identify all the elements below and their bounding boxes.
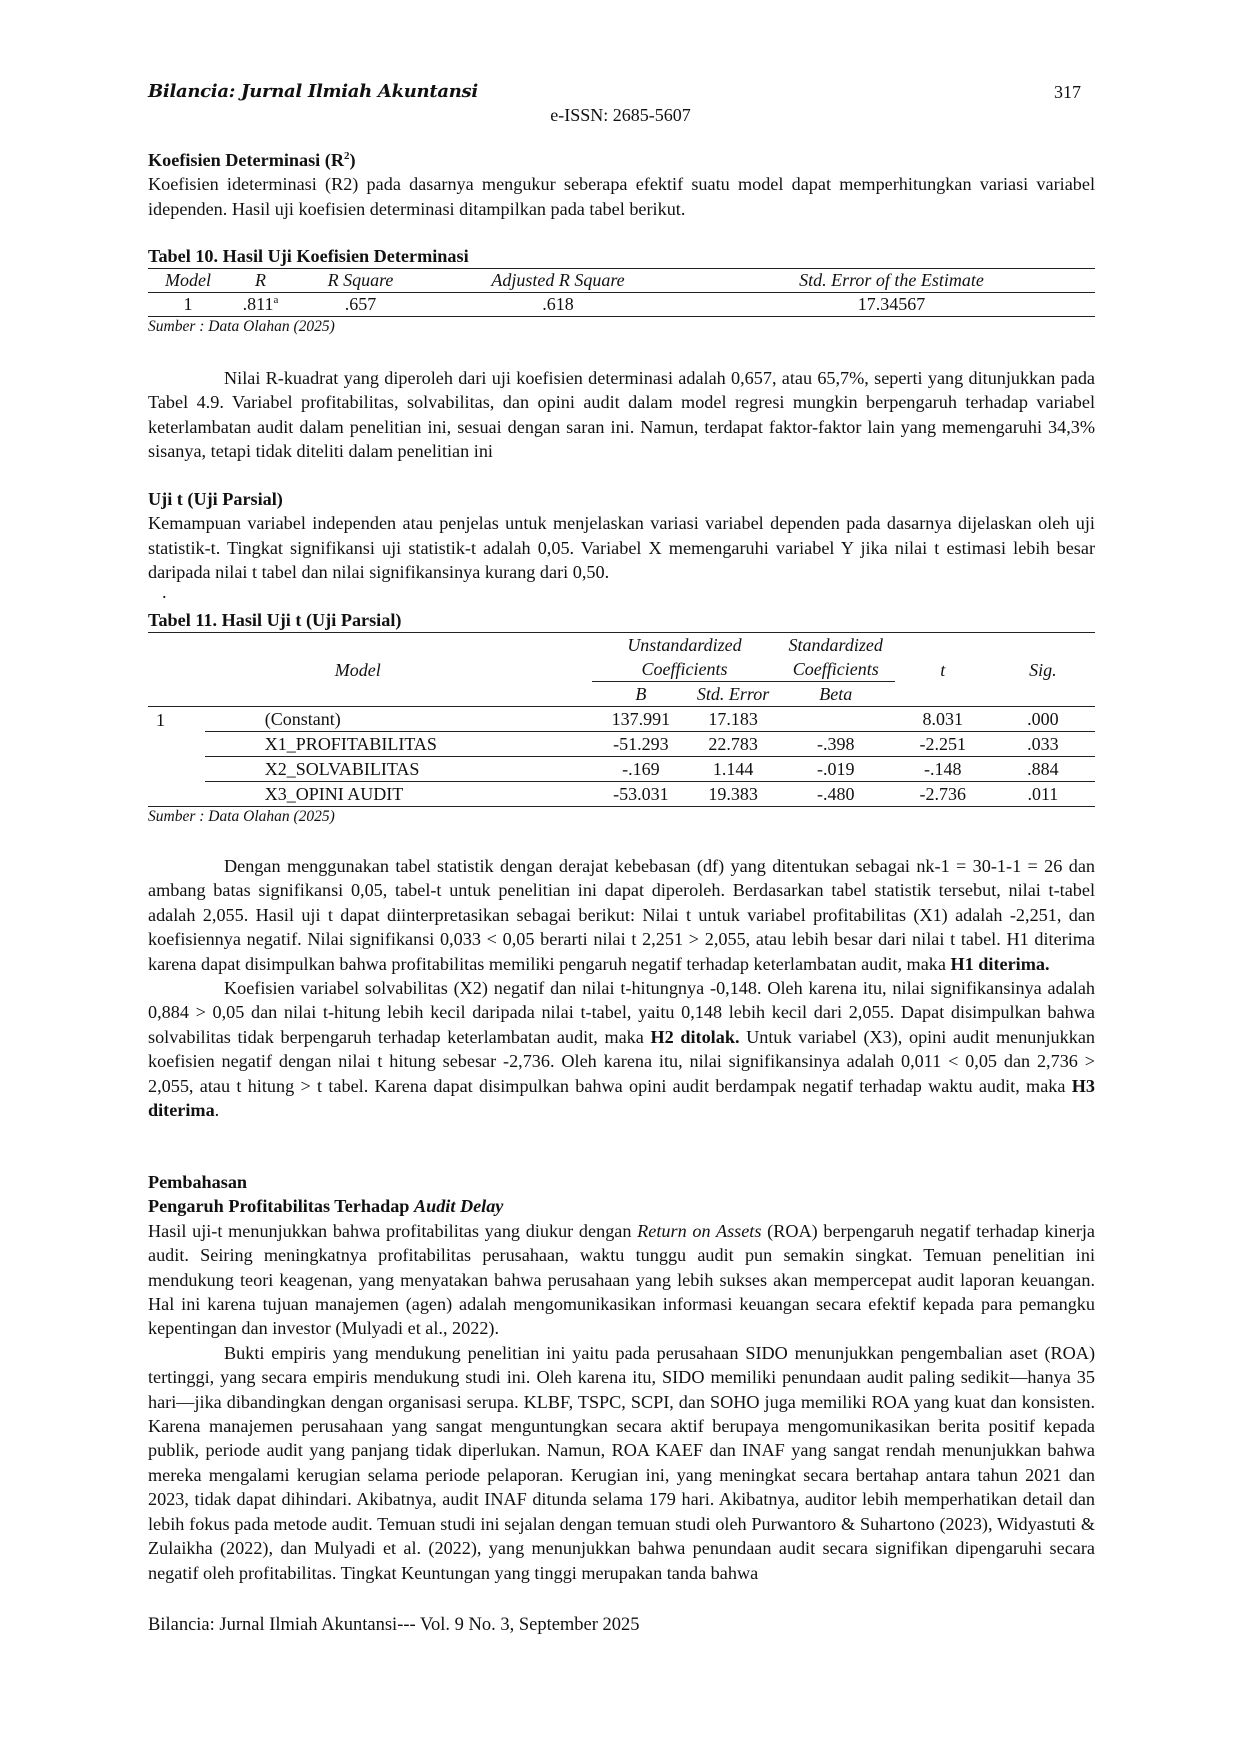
table-row: 1 (Constant) 137.991 17.183 8.031 .000 xyxy=(148,707,1095,732)
col-header: Model xyxy=(148,269,228,293)
col-header: Adjusted R Square xyxy=(428,269,688,293)
issn: e-ISSN: 2685-5607 xyxy=(550,105,691,125)
table-11-block xyxy=(148,608,1095,827)
subsection-heading: Pengaruh Profitabilitas Terhadap Audit Delay xyxy=(148,1196,504,1217)
col-header: Std. Error of the Estimate xyxy=(688,269,1095,293)
table-row: 1 .811$^a$ .657 .618 17.34567 xyxy=(148,293,1095,317)
paragraph: Hasil uji-t menunjukkan bahwa profitabilitas yang diukur dengan Return on Assets (ROA) berpengaruh negatif terhadap kinerja audit. Seiring meningkatnya profitabilitas perusahaan, waktu tunggu audit pun semakin singkat. Temuan penelitian ini mendukung teori keagenan, yang menyatakan bahwa perusahaan yang lebih sukses akan mempercepat audit laporan keuangan. Hal ini karena tujuan manajemen (agen) adalah mengomunikasikan informasi keuangan secara efektif kepada para pemangku kepentingan dan investor (Mulyadi et al., 2022). xyxy=(148,1220,1096,1339)
table-row: X2_SOLVABILITAS -.169 1.144 -.019 -.148 .884 xyxy=(148,757,1095,782)
paragraph-t-interpretation: Dengan menggunakan tabel statistik dengan derajat kebebasan (df) yang ditentukan sebagai nk-1 = 30-1-1 = 26 dan ambang batas signifikansi 0,05, tabel-t untuk penelitian ini dapat diperoleh. Berdasarkan tabel statistik tersebut, nilai t-tabel adalah 2,055. Hasil uji t dapat diinterpretasikan sebagai berikut: Nilai t untuk variabel profitabilitas (X1) adalah -2,251, dan koefisiennya negatif. Nilai signifikansi 0,033 < 0,05 berarti nilai t 2,251 > 2,055, atau lebih besar dari nilai t tabel. H1 diterima karena dapat disimpulkan bahwa profitabilitas memiliki pengaruh negatif terhadap keterlambatan audit, maka H1 diterima. Koefisien variabel solvabilitas (X2) negatif dan nilai t-hitungnya -0,148. Oleh karena itu, nilai signifikansinya adalah 0,884 > 0,05 dan nilai t-hitung lebih kecil daripada nilai t-tabel, yaitu 0,148 lebih kecil dari 2,055. Dapat disimpulkan bahwa solvabilitas tidak berpengaruh terhadap keterlambatan audit, maka H2 ditolak. Untuk variabel (X3), opini audit menunjukkan koefisien negatif dengan nilai t hitung sebesar -2,736. Oleh karena itu, nilai signifikansinya adalah 0,011 < 0,05 dan 2,736 > 2,055, atau t hitung > t tabel. Karena dapat disimpulkan bahwa opini audit berdampak negatif terhadap waktu audit, maka H3 diterima. xyxy=(148,856,1095,1121)
section-heading: Uji t (Uji Parsial) xyxy=(148,489,283,509)
footer: Bilancia: Jurnal Ilmiah Akuntansi--- Vol. 9 No. 3, September 2025 xyxy=(148,1615,640,1635)
journal-title: Bilancia: Jurnal Ilmiah Akuntansi xyxy=(148,81,478,102)
paragraph: Kemampuan variabel independen atau penjelas untuk menjelaskan variasi variabel dependen pada dasarnya dijelaskan oleh uji statistik-t. Tingkat signifikansi uji statistik-t adalah 0,05. Variabel X memengaruhi variabel Y jika nilai t estimasi lebih besar daripada nilai t tabel dan nilai signifikansinya kurang dari 0,50. xyxy=(148,513,1095,583)
table-caption: Tabel 11. Hasil Uji t (Uji Parsial) xyxy=(148,610,402,630)
table-source: Sumber : Data Olahan (2025) xyxy=(148,318,335,336)
table-row: X3_OPINI AUDIT -53.031 19.383 -.480 -2.736 .011 xyxy=(148,782,1095,807)
section-t: Uji t (Uji Parsial) Kemampuan variabel independen atau penjelas untuk menjelaskan variasi variabel dependen pada dasarnya dijelaskan oleh uji statistik-t. Tingkat signifikansi uji statistik-t adalah 0,05. Variabel X memengaruhi variabel Y jika nilai t estimasi lebih besar daripada nilai t tabel dan nilai signifikansinya kurang dari 0,50. . xyxy=(148,489,1095,602)
table-source: Sumber : Data Olahan (2025) xyxy=(148,808,335,826)
table-row: X1_PROFITABILITAS -51.293 22.783 -.398 -2.251 .033 xyxy=(148,732,1095,757)
table-11: Unstandardized Standardized Model Coefficients Coefficients t Sig. B Std. Error Beta 1 (Constant) 137.991 17.183 8.031 .000 X1_PROFITABILITAS -51.293 22.783 -.398 -2.251 .033 X2_SOLVABILITAS -.169 1.144 -.019 -.148 .884 X3_OPINI AUDIT -53.031 19.383 -.480 -2.736 .011 xyxy=(148,632,1095,807)
paragraph-r2-result: Nilai R-kuadrat yang diperoleh dari uji koefisien determinasi adalah 0,657, atau 65,7%, seperti yang ditunjukkan pada Tabel 4.9. Variabel profitabilitas, solvabilitas, dan opini audit dalam model regresi mungkin berpengaruh terhadap variabel keterlambatan audit dalam penelitian ini, sesuai dengan saran ini. Namun, terdapat faktor-faktor lain yang memengaruhi 34,3% sisanya, tetapi tidak diteliti dalam penelitian ini xyxy=(148,368,1095,462)
section-pembahasan xyxy=(148,1170,1095,1585)
table-caption: Tabel 10. Hasil Uji Koefisien Determinasi xyxy=(148,246,469,266)
page-number: 317 xyxy=(1054,82,1081,102)
section-r2 xyxy=(148,148,1095,221)
section-heading: Pembahasan xyxy=(148,1172,248,1192)
section-heading: Koefisien Determinasi $(R^2)$ xyxy=(148,149,356,170)
paragraph: Koefisien ideterminasi (R2) pada dasarnya mengukur seberapa efektif suatu model dapat memperhitungkan variasi variabel idependen. Hasil uji koefisien determinasi ditampilkan pada tabel berikut. xyxy=(148,174,1095,219)
table-10-block xyxy=(148,244,1095,337)
col-header: R Square xyxy=(293,269,428,293)
paragraph: Bukti empiris yang mendukung penelitian ini yaitu pada perusahaan SIDO menunjukkan pengembalian aset (ROA) tertinggi, yang secara empiris mendukung studi ini. Oleh karena itu, SIDO memiliki penundaan audit paling sedikit—hanya 35 hari—jika dibandingkan dengan organisasi serupa. KLBF, TSPC, SCPI, dan SOHO juga memiliki ROA yang kuat dan konsisten. Karena manajemen perusahaan yang sangat menguntungkan secara aktif berupaya mengomunikasikan berita positif kepada publik, periode audit yang panjang tidak diperlukan. Namun, ROA KAEF dan INAF yang sangat rendah menunjukkan bahwa mereka mengalami kerugian selama periode pelaporan. Kerugian ini, yang meningkat secara bertahap antara tahun 2021 dan 2023, tidak dapat dihindari. Akibatnya, audit INAF ditunda selama 179 hari. Akibatnya, auditor lebih memperhatikan detail dan lebih fokus pada metode audit. Temuan studi ini sejalan dengan temuan studi oleh Purwantoro & Suhartono (2023), Widyastuti & Zulaikha (2022), dan Mulyadi et al. (2022), yang menunjukkan bahwa penundaan audit secara signifikan dipengaruhi secara negatif oleh profitabilitas. Tingkat Keuntungan yang tinggi merupakan tanda bahwa xyxy=(148,1342,1095,1583)
table-10 xyxy=(148,268,1095,317)
col-header: R xyxy=(228,269,293,293)
